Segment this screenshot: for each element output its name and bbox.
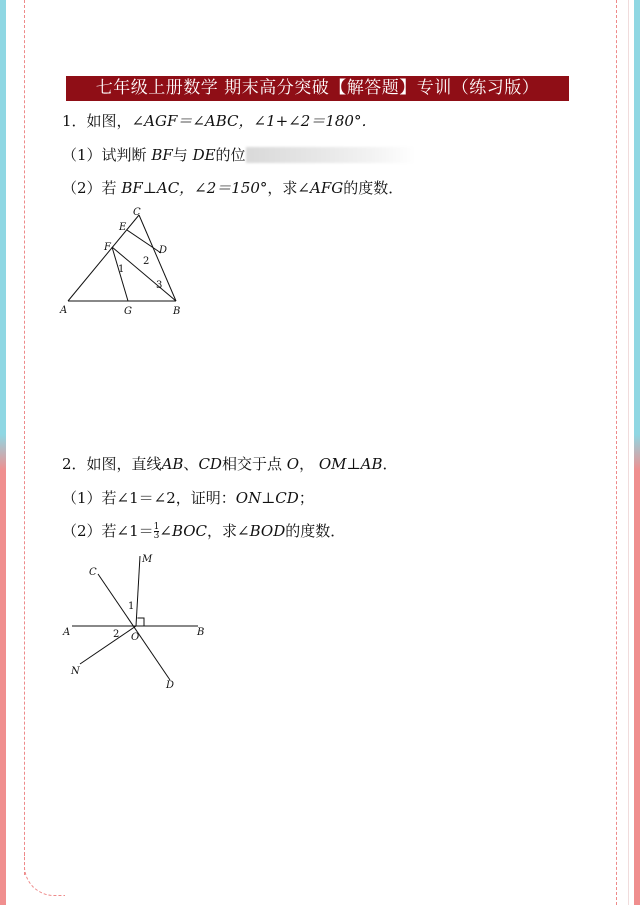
segment-ac <box>68 215 139 301</box>
q2-part2-var-boc: ∠BOC <box>159 522 208 540</box>
q2-part2-mid: ，求∠ <box>207 522 250 540</box>
label-b: B <box>173 306 181 317</box>
q2-part2 <box>62 520 345 541</box>
q2-part1-end: ； <box>298 489 314 507</box>
q2-number: 2． <box>62 455 87 473</box>
fraction-denominator: 3 <box>153 531 160 541</box>
label-o: O <box>131 632 140 643</box>
label-d: D <box>166 680 175 691</box>
label-m: M <box>142 554 153 565</box>
label-b: B <box>197 627 205 638</box>
label-angle-2: 2 <box>113 629 120 640</box>
label-angle-3: 3 <box>156 280 163 291</box>
q2-part1 <box>62 487 314 508</box>
q1-part2-suffix: 的度数． <box>343 179 404 197</box>
label-angle-1: 1 <box>128 601 135 612</box>
q2-stem-mid: 相交于点 <box>221 455 282 473</box>
label-n: N <box>71 666 80 677</box>
q1-number: 1． <box>62 112 87 130</box>
q1-part1-var-de: DE <box>192 146 216 164</box>
ray-on <box>80 626 136 664</box>
q1-part1-suffix: 的位 <box>215 146 246 164</box>
right-edge-band <box>634 0 640 905</box>
q2-stem <box>62 453 398 474</box>
label-e: E <box>119 222 127 233</box>
q1-stem-condition: ∠AGF＝∠ABC，∠1+∠2＝180°． <box>131 112 377 130</box>
q1-part2-prefix: （2）若 <box>62 179 117 197</box>
q2-stem-sep: 、 <box>183 455 199 473</box>
right-dashed-border <box>616 0 617 905</box>
q1-part1 <box>62 144 416 165</box>
ray-om <box>136 556 140 626</box>
blurred-text <box>246 147 416 163</box>
fraction-numerator: 1 <box>153 522 160 532</box>
q2-part2-prefix: （2）若∠1＝ <box>62 522 154 540</box>
q2-stem-end: ． <box>382 455 398 473</box>
q1-stem <box>62 110 376 131</box>
q2-var-o: O <box>286 455 300 473</box>
q2-part1-var: ON⊥CD <box>235 489 299 507</box>
label-f: F <box>104 242 111 253</box>
q1-part2-mid: ，求∠ <box>267 179 310 197</box>
label-angle-1: 1 <box>118 264 125 275</box>
left-dashed-border <box>24 0 25 875</box>
q1-part1-var-bf: BF <box>151 146 173 164</box>
label-c: C <box>133 207 141 218</box>
q1-part1-mid: 与 <box>172 146 188 164</box>
q1-part1-prefix: （1）试判断 <box>62 146 147 164</box>
q2-var-om-ab: OM⊥AB <box>318 455 383 473</box>
label-a: A <box>60 305 68 316</box>
label-d: D <box>159 245 168 256</box>
label-a: A <box>63 627 71 638</box>
q1-figure <box>55 205 195 320</box>
q1-part2-condition: BF⊥AC，∠2＝150° <box>121 179 268 197</box>
label-g: G <box>124 306 132 317</box>
q2-part1-prefix: （1）若∠1＝∠2，证明： <box>62 489 236 507</box>
q1-part2 <box>62 177 403 198</box>
q2-stem-comma: ， <box>299 455 315 473</box>
segment-ed <box>127 230 161 253</box>
label-c: C <box>89 567 97 578</box>
label-angle-2: 2 <box>143 256 150 267</box>
page-title: 七年级上册数学 期末高分突破【解答题】专训（练习版） <box>66 76 569 101</box>
left-edge-band <box>0 0 6 905</box>
right-angle-mark <box>137 618 144 626</box>
q2-figure <box>58 548 218 693</box>
q2-var-ab: AB <box>161 455 184 473</box>
q2-var-cd: CD <box>198 455 222 473</box>
q2-part2-suffix: 的度数． <box>285 522 346 540</box>
q2-part2-var-bod: BOD <box>249 522 286 540</box>
q1-stem-intro: 如图， <box>86 112 132 130</box>
q2-stem-intro: 如图，直线 <box>86 455 162 473</box>
q1-part2-var: AFG <box>310 179 344 197</box>
